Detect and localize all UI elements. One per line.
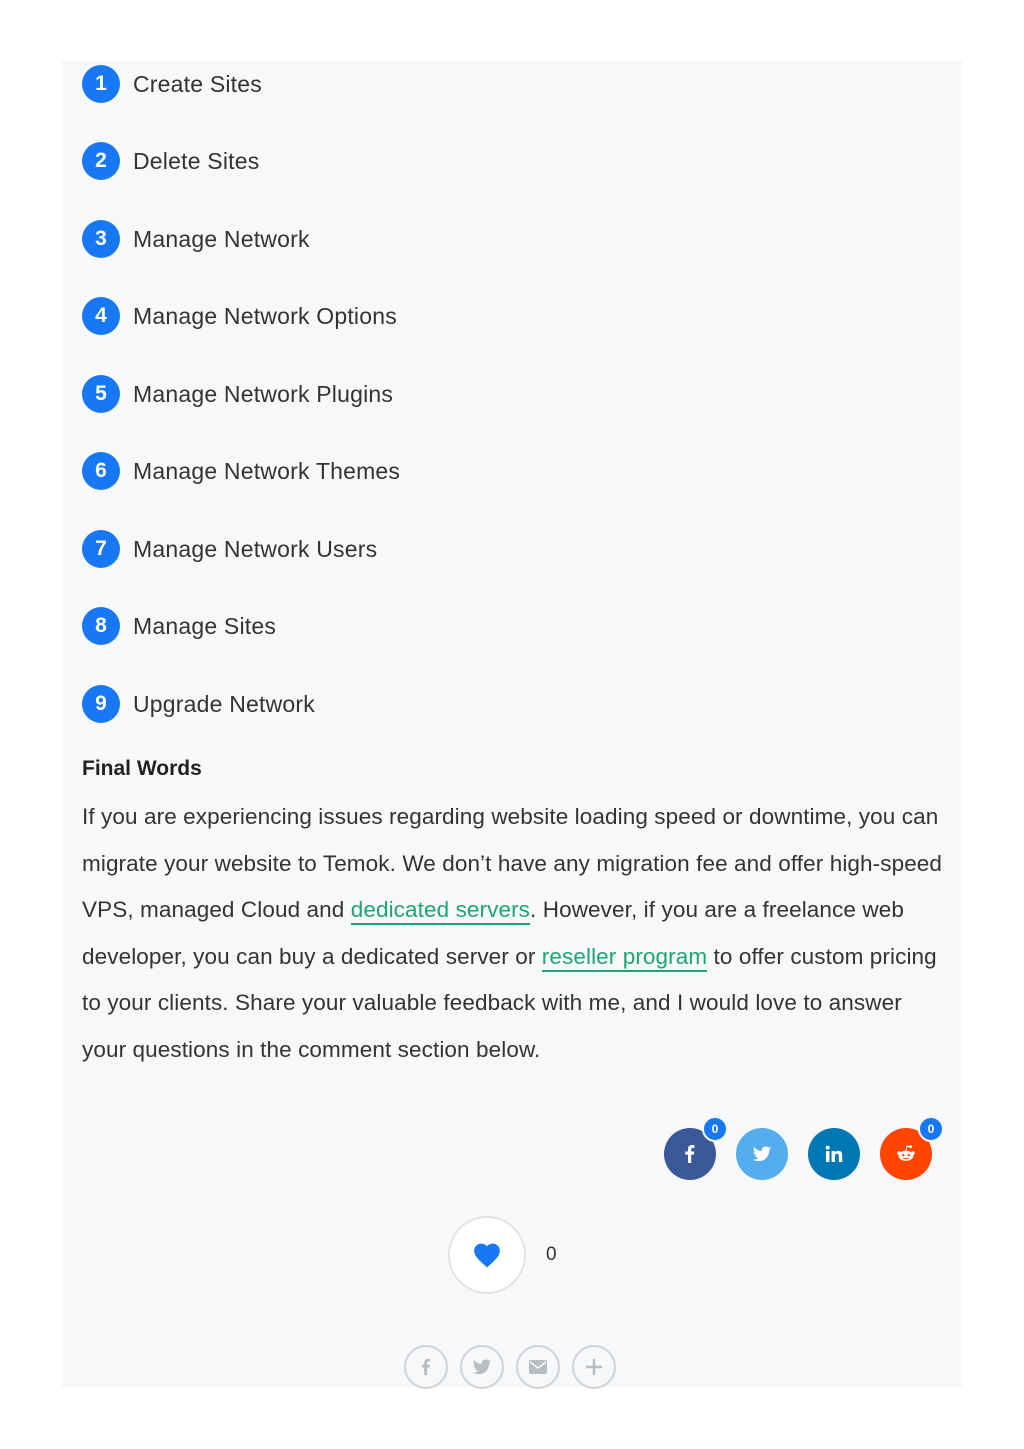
- twitter-share-button[interactable]: [736, 1128, 788, 1180]
- step-number-badge: 6: [82, 452, 120, 490]
- share-count-badge: 0: [918, 1116, 944, 1142]
- list-item-label: Manage Sites: [133, 612, 277, 639]
- list-item-label: Manage Network Plugins: [133, 380, 394, 407]
- step-number-badge: 9: [82, 685, 120, 723]
- list-item: [82, 451, 400, 491]
- paragraph-text: to offer custom pricing to your clients. Share your valuable feedback with me, and I would love to answer your questions in the comment section below.: [82, 943, 937, 1062]
- step-number-badge: 3: [82, 220, 120, 258]
- list-item-label: Manage Network Themes: [133, 457, 401, 484]
- dedicated-servers-link[interactable]: dedicated servers: [351, 897, 530, 925]
- step-number-badge: 1: [82, 65, 120, 103]
- step-number-badge: 4: [82, 297, 120, 335]
- facebook-icon: [680, 1144, 700, 1164]
- section-heading: Final Words: [82, 757, 202, 780]
- list-item: [82, 374, 393, 414]
- twitter-share-button[interactable]: [460, 1345, 504, 1389]
- like-count: 0: [546, 1244, 557, 1265]
- step-number-badge: 8: [82, 607, 120, 645]
- facebook-share-button[interactable]: [404, 1345, 448, 1389]
- list-item-label: Delete Sites: [133, 147, 260, 174]
- list-item: [82, 141, 259, 181]
- heart-icon: [472, 1241, 502, 1269]
- final-words-paragraph: [82, 794, 952, 1073]
- list-item-label: Manage Network: [133, 225, 310, 252]
- twitter-icon: [752, 1144, 772, 1164]
- facebook-icon: [417, 1358, 435, 1376]
- list-item: [82, 684, 315, 724]
- list-item: [82, 529, 377, 569]
- list-item-label: Manage Network Options: [133, 302, 397, 329]
- paragraph-text: If you are experiencing issues regarding website loading speed or downtime, you can migrate your website to Temok. We don’t have any migration fee and offer high-speed VPS, managed Cloud and: [82, 804, 943, 922]
- list-item: [82, 606, 276, 646]
- reddit-icon: [895, 1143, 917, 1165]
- facebook-share-button[interactable]: [664, 1122, 719, 1180]
- list-item: [82, 64, 262, 104]
- article-panel: [62, 61, 962, 1387]
- linkedin-icon: [824, 1144, 844, 1164]
- twitter-icon: [472, 1357, 492, 1377]
- list-item-label: Upgrade Network: [133, 690, 315, 717]
- social-share-bar: [664, 1122, 944, 1180]
- paragraph-text: . However, if you are a freelance web developer, you can buy a dedicated server or: [82, 897, 904, 969]
- like-widget: [448, 1216, 557, 1294]
- step-number-badge: 7: [82, 530, 120, 568]
- linkedin-share-button[interactable]: [808, 1128, 860, 1180]
- reddit-share-button[interactable]: [880, 1122, 935, 1180]
- more-share-button[interactable]: [572, 1345, 616, 1389]
- step-number-badge: 2: [82, 142, 120, 180]
- plus-icon: [584, 1357, 604, 1377]
- list-item: [82, 219, 310, 259]
- step-number-badge: 5: [82, 375, 120, 413]
- email-icon: [528, 1359, 548, 1375]
- share-count-badge: 0: [702, 1116, 728, 1142]
- list-item-label: Create Sites: [133, 70, 262, 97]
- list-item-label: Manage Network Users: [133, 535, 378, 562]
- reseller-program-link[interactable]: reseller program: [542, 944, 707, 972]
- like-button[interactable]: [448, 1216, 526, 1294]
- email-share-button[interactable]: [516, 1345, 560, 1389]
- list-item: [82, 296, 397, 336]
